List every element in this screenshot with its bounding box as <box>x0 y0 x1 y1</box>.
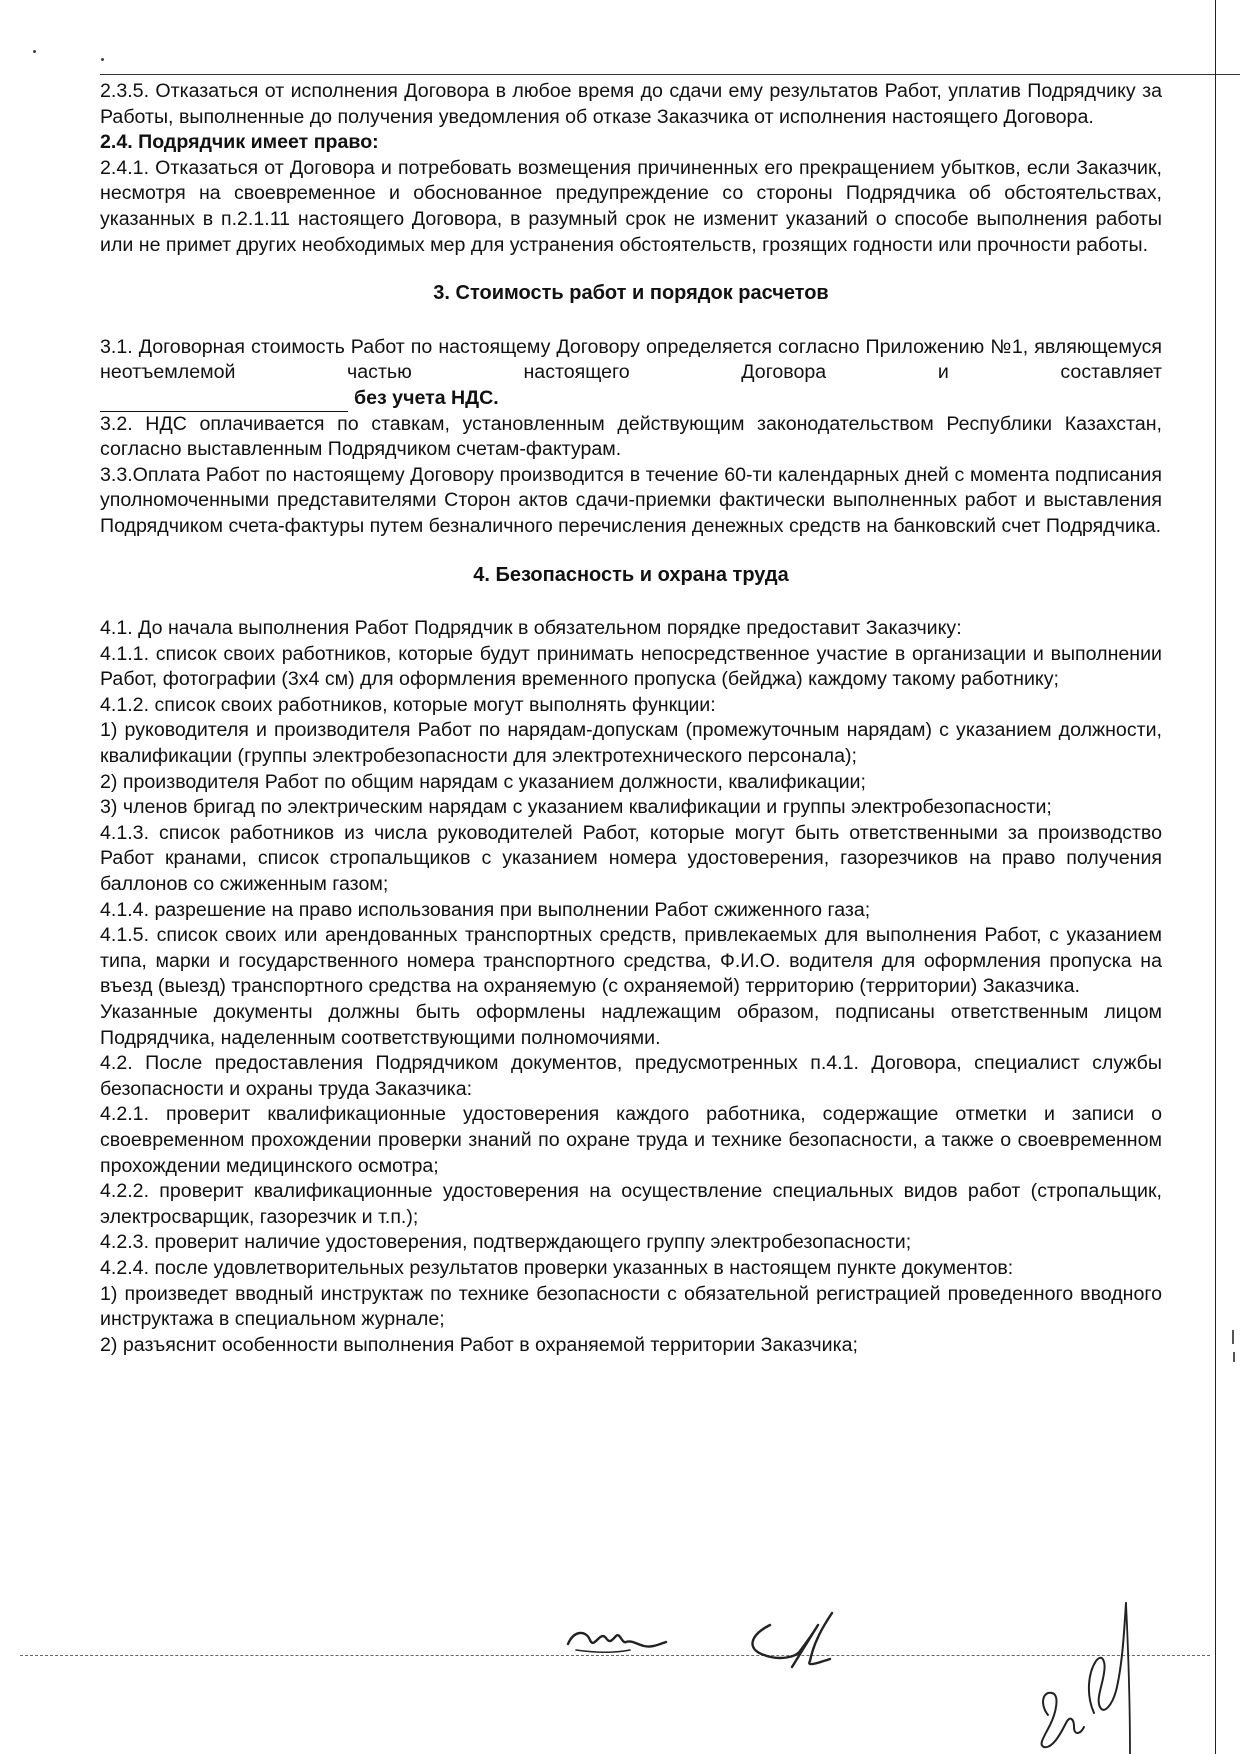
clause-4-1-5: 4.1.5. список своих или арендованных транспортных средств, привлекаемых для выполнения Работ, с указанием типа, марки и государственного номера транспортного средства, Ф.И.О. водителя для оформления пропуска на въезд (выезд) транспортного средства на охраняемую (с охраняемой) территорию (территории) Заказчика. <box>100 924 1162 998</box>
clause-4-2-4: 4.2.4. после удовлетворительных результатов проверки указанных в настоящем пункте документов: <box>100 1256 1014 1279</box>
clause-4-2-4-item-2: 2) разъяснит особенности выполнения Работ в охраняемой территории Заказчика; <box>100 1333 858 1356</box>
clause-4-1-note: Указанные документы должны быть оформлены надлежащим образом, подписаны ответственным лицом Подрядчика, наделенным соответствующими полномочиями. <box>100 1001 1162 1049</box>
clause-4-2-3: 4.2.3. проверит наличие удостоверения, подтверждающего группу электробезопасности; <box>100 1231 912 1254</box>
clause-2-4-heading: 2.4. Подрядчик имеет право: <box>100 131 379 154</box>
section-4-title: 4. Безопасность и охрана труда <box>473 563 789 586</box>
clause-4-1: 4.1. До начала выполнения Работ Подрядчик в обязательном порядке предоставит Заказчику: <box>100 617 962 640</box>
scan-speck <box>101 58 104 61</box>
clause-3-1-vat-note: без учета НДС. <box>354 386 499 409</box>
top-rule <box>100 74 1240 75</box>
clause-2-3-5: 2.3.5. Отказаться от исполнения Договора в любое время до сдачи ему результатов Работ, уплатив Подрядчику за Работы, выполненные до получения уведомления об отказе Заказчика от исполнения настоящего Договора. <box>100 80 1162 128</box>
section-3-title: 3. Стоимость работ и порядок расчетов <box>433 282 829 305</box>
clause-4-1-1: 4.1.1. список своих работников, которые будут принимать непосредственное участие в организации и выполнении Работ, фотографии (3х4 см) для оформления временного пропуска (бейджа) каждому такому работнику; <box>100 642 1162 691</box>
clause-4-2-2: 4.2.2. проверит квалификационные удостоверения на осуществление специальных видов работ (стропальщик, электросварщик, газорезчик и т.п.); <box>100 1180 1162 1228</box>
document-body <box>100 79 1162 1358</box>
clause-4-1-2-item-1: 1) руководителя и производителя Работ по нарядам-допускам (промежуточным нарядам) с указанием должности, квалификации (группы электробезопасности для электротехнического персонала); <box>100 719 1162 768</box>
handwritten-initials-1 <box>560 1600 680 1670</box>
handwritten-initials-2 <box>740 1605 880 1675</box>
clause-4-1-2-item-2: 2) производителя Работ по общим нарядам с указанием должности, квалификации; <box>100 770 866 793</box>
clause-4-2: 4.2. После предоставления Подрядчиком документов, предусмотренных п.4.1. Договора, специалист службы безопасности и охраны труда Заказчика: <box>100 1052 1162 1100</box>
scan-speck <box>33 50 36 53</box>
scan-mark <box>1233 1352 1235 1362</box>
clause-3-1: 3.1. Договорная стоимость Работ по настоящему Договору определяется согласно Приложению №1, являющемуся неотъемлемой частью настоящего Договора и составляет <box>100 335 1162 384</box>
scan-mark <box>1232 1330 1234 1344</box>
right-margin-rule <box>1215 0 1216 1754</box>
clause-3-2: 3.2. НДС оплачивается по ставкам, установленным действующим законодательством Республики Казахстан, согласно выставленным Подрядчиком счетам-фактурам. <box>100 412 1162 461</box>
clause-4-1-3: 4.1.3. список работников из числа руководителей Работ, которые могут быть ответственными за производство Работ кранами, список стропальщиков с указанием номера удостоверения, газорезчиков на право получения баллонов со сжиженным газом; <box>100 821 1162 896</box>
clause-3-1-amount-line <box>100 386 1162 412</box>
clause-4-1-4: 4.1.4. разрешение на право использования при выполнении Работ сжиженного газа; <box>100 898 871 921</box>
clause-4-2-4-item-1: 1) произведет вводный инструктаж по технике безопасности с обязательной регистрацией проведенного вводного инструктажа в специальном журнале; <box>100 1282 1162 1331</box>
clause-4-2-1: 4.2.1. проверит квалификационные удостоверения каждого работника, содержащие отметки и записи о своевременном прохождении проверки знаний по охране труда и технике безопасности, а также о своевременном прохождении медицинского осмотра; <box>100 1103 1162 1177</box>
clause-2-4-1: 2.4.1. Отказаться от Договора и потребовать возмещения причиненных его прекращением убытков, если Заказчик, несмотря на своевременное и обоснованное предупреждение со стороны Подрядчика об обстоятельствах, указанных в п.2.1.11 настоящего Договора, в разумный срок не изменит указаний о способе выполнения работы или не примет других необходимых мер для устранения обстоятельств, грозящих годности или прочности работы. <box>100 156 1162 256</box>
clause-3-3: 3.3.Оплата Работ по настоящему Договору производится в течение 60-ти календарных дней с момента подписания уполномоченными представителями Сторон актов сдачи-приемки фактически выполненных работ и выставления Подрядчиком счета-фактуры путем безналичного перечисления денежных средств на банковский счет Подрядчика. <box>100 463 1162 537</box>
handwritten-signature <box>1030 1595 1150 1754</box>
clause-4-1-2-item-3: 3) членов бригад по электрическим нарядам с указанием квалификации и группы электробезопасности; <box>100 796 1052 819</box>
clause-4-1-2: 4.1.2. список своих работников, которые могут выполнять функции: <box>100 693 716 716</box>
